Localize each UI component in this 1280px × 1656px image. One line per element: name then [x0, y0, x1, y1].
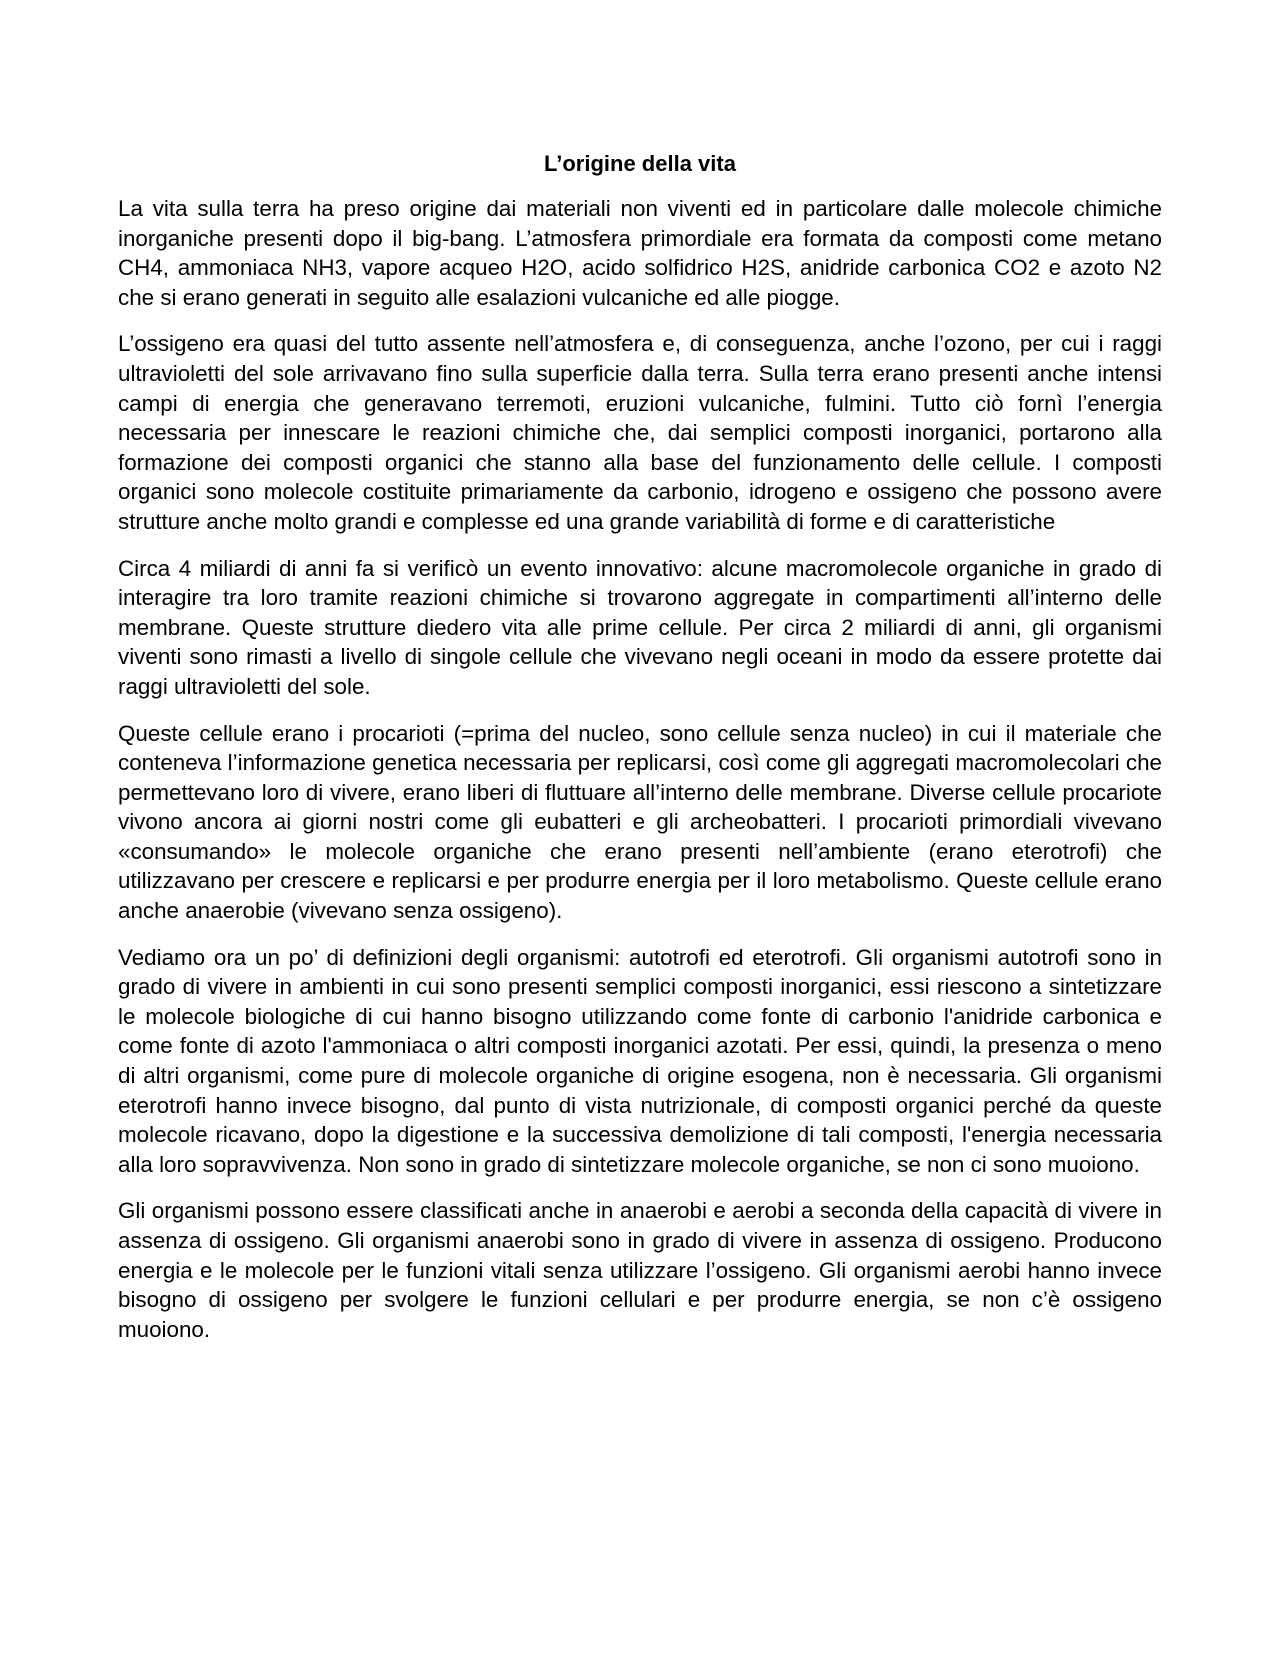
document-page — [118, 150, 1162, 1361]
paragraph-autotrophs-heterotrophs: Vediamo ora un po’ di definizioni degli organismi: autotrofi ed eterotrofi. Gli organismi autotrofi sono in grado di vivere in ambienti in cui sono presenti semplici composti inorganici, essi riescono a sintetizzare le molecole biologiche di cui hanno bisogno utilizzando come fonte di carbonio l'anidride carbonica e come fonte di azoto l'ammoniaca o altri composti inorganici azotati. Per essi, quindi, la presenza o meno di altri organismi, come pure di molecole organiche di origine esogena, non è necessaria. Gli organismi eterotrofi hanno invece bisogno, dal punto di vista nutrizionale, di composti organici perché da queste molecole ricavano, dopo la digestione e la successiva demolizione di tali composti, l'energia necessaria alla loro sopravvivenza. Non sono in grado di sintetizzare molecole organiche, se non ci sono muoiono. — [118, 944, 1162, 1177]
paragraph-first-cells: Circa 4 miliardi di anni fa si verificò un evento innovativo: alcune macromolecole organiche in grado di interagire tra loro tramite reazioni chimiche si trovarono aggregate in compartimenti all’interno delle membrane. Queste strutture diedero vita alle prime cellule. Per circa 2 miliardi di anni, gli organismi viventi sono rimasti a livello di singole cellule che vivevano negli oceani in modo da essere protette dai raggi ultravioletti del sole. — [118, 555, 1162, 699]
document-title: L’origine della vita — [544, 151, 736, 176]
paragraph-origin: La vita sulla terra ha preso origine dai materiali non viventi ed in particolare dalle molecole chimiche inorganiche presenti dopo il big-bang. L’atmosfera primordiale era formata da composti come metano CH4, ammoniaca NH3, vapore acqueo H2O, acido solfidrico H2S, anidride carbonica CO2 e azoto N2 che si erano generati in seguito alle esalazioni vulcaniche ed alle piogge. — [118, 196, 1162, 310]
paragraph-aerobes-anaerobes: Gli organismi possono essere classificati anche in anaerobi e aerobi a seconda della capacità di vivere in assenza di ossigeno. Gli organismi anaerobi sono in grado di vivere in assenza di ossigeno. Producono energia e le molecole per le funzioni vitali senza utilizzare l’ossigeno. Gli organismi aerobi hanno invece bisogno di ossigeno per svolgere le funzioni cellulari e per produrre energia, se non c’è ossigeno muoiono. — [118, 1198, 1162, 1342]
paragraph-oxygen: L’ossigeno era quasi del tutto assente nell’atmosfera e, di conseguenza, anche l’ozono, per cui i raggi ultravioletti del sole arrivavano fino sulla superficie dalla terra. Sulla terra erano presenti anche intensi campi di energia che generavano terremoti, eruzioni vulcaniche, fulmini. Tutto ciò fornì l’energia necessaria per innescare le reazioni chimiche che, dai semplici composti inorganici, portarono alla formazione dei composti organici che stanno alla base del funzionamento delle cellule. I composti organici sono molecole costituite primariamente da carbonio, idrogeno e ossigeno che possono avere strutture anche molto grandi e complesse ed una grande variabilità di forme e di caratteristiche — [118, 331, 1162, 534]
paragraph-prokaryotes: Queste cellule erano i procarioti (=prima del nucleo, sono cellule senza nucleo) in cui il materiale che conteneva l’informazione genetica necessaria per replicarsi, così come gli aggregati macromolecolari che permettevano loro di vivere, erano liberi di fluttuare all’interno delle membrane. Diverse cellule procariote vivono ancora ai giorni nostri come gli eubatteri e gli archeobatteri. I procarioti primordiali vivevano «consumando» le molecole organiche che erano presenti nell’ambiente (erano eterotrofi) che utilizzavano per crescere e replicarsi e per produrre energia per il loro metabolismo. Queste cellule erano anche anaerobie (vivevano senza ossigeno). — [118, 720, 1162, 924]
